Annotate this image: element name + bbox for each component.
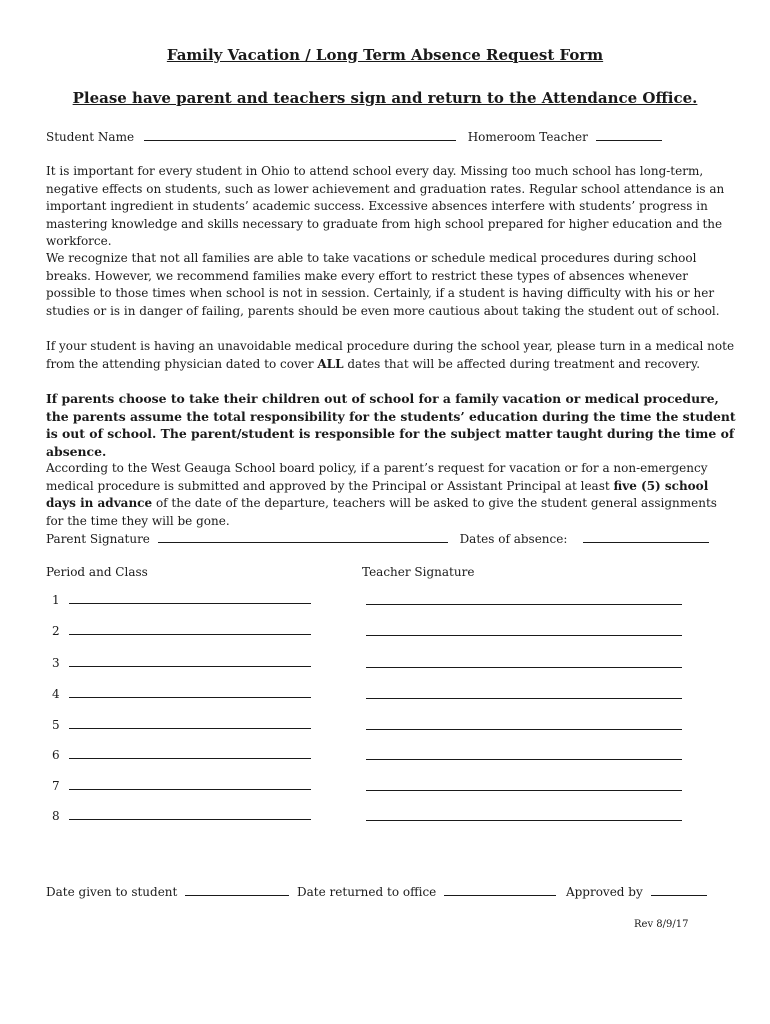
- teacher-signature-field[interactable]: [366, 603, 682, 605]
- period-row: [52, 746, 311, 762]
- period-row: [52, 654, 311, 670]
- period-row: [52, 807, 311, 823]
- period-class-field[interactable]: [69, 685, 311, 698]
- policy-paragraph: [46, 460, 736, 530]
- teacher-signature-field[interactable]: [366, 728, 682, 730]
- period-class-field[interactable]: [69, 654, 311, 667]
- period-number: 5: [52, 718, 60, 732]
- approved-by-field[interactable]: [651, 883, 707, 896]
- period-number: 3: [52, 656, 60, 670]
- dates-of-absence-field[interactable]: [583, 530, 709, 543]
- student-info-row: [46, 128, 662, 144]
- period-number: 2: [52, 624, 60, 638]
- homeroom-teacher-label: Homeroom Teacher: [467, 130, 588, 144]
- period-class-field[interactable]: [69, 746, 311, 759]
- parent-signature-field[interactable]: [158, 530, 448, 543]
- recognize-paragraph: We recognize that not all families are able to take vacations or schedule medical procedures during school breaks. However, we recommend families make every effort to restrict these types of absences whenever possible to those times when school is not in session. Certainly, if a student is having difficulty with his or her studies or is in danger of failing, parents should be even more cautious about taking the student out of school.: [46, 251, 720, 318]
- period-class-field[interactable]: [69, 591, 311, 604]
- student-name-label: Student Name: [46, 130, 135, 144]
- office-use-row: [46, 883, 707, 899]
- date-returned-label: Date returned to office: [297, 885, 437, 899]
- dates-of-absence-label: Dates of absence:: [459, 532, 568, 546]
- medical-note-text: If your student is having an unavoidable medical procedure during the school year, please turn in a medical note from the attending physician dated to cover: [46, 339, 735, 371]
- form-subtitle: Please have parent and teachers sign and return to the Attendance Office.: [72, 89, 698, 107]
- policy-emphasis: five (5) school days in advance: [46, 478, 709, 511]
- period-class-field[interactable]: [69, 807, 311, 820]
- period-row: [52, 591, 311, 607]
- parent-signature-label: Parent Signature: [46, 532, 150, 546]
- revision-date: Rev 8/9/17: [634, 919, 689, 930]
- period-row: [52, 685, 311, 701]
- teacher-signature-field[interactable]: [366, 758, 682, 760]
- form-title: Family Vacation / Long Term Absence Request Form: [166, 46, 604, 64]
- date-given-label: Date given to student: [46, 885, 178, 899]
- period-row: [52, 716, 311, 732]
- teacher-signature-field[interactable]: [366, 634, 682, 636]
- teacher-signature-field[interactable]: [366, 697, 682, 699]
- medical-note-text-end: dates that will be affected during treatment and recovery.: [343, 356, 701, 371]
- policy-text: According to the West Geauga School board policy, if a parent’s request for vacation or for a non-emergency medical procedure is submitted and approved by the Principal or Assistant Principal at least: [46, 461, 708, 493]
- medical-note-paragraph: [46, 338, 736, 373]
- teacher-signature-field[interactable]: [366, 819, 682, 821]
- teacher-signature-field[interactable]: [366, 666, 682, 668]
- period-number: 1: [52, 593, 60, 607]
- parent-signature-row: [46, 530, 709, 546]
- period-row: [52, 622, 311, 638]
- period-number: 8: [52, 809, 60, 823]
- teacher-signature-field[interactable]: [366, 789, 682, 791]
- policy-text-end: of the date of the departure, teachers will be asked to give the student general assignments for the time they will be gone.: [46, 496, 717, 528]
- approved-by-label: Approved by: [565, 885, 643, 899]
- period-number: 7: [52, 779, 60, 793]
- teacher-signature-header: Teacher Signature: [362, 565, 475, 579]
- period-number: 4: [52, 687, 60, 701]
- date-returned-field[interactable]: [444, 883, 556, 896]
- date-given-field[interactable]: [185, 883, 289, 896]
- period-class-header: Period and Class: [46, 565, 148, 579]
- student-name-field[interactable]: [144, 128, 456, 141]
- period-number: 6: [52, 748, 60, 762]
- medical-note-emphasis: ALL: [317, 356, 344, 371]
- homeroom-teacher-field[interactable]: [596, 128, 662, 141]
- period-class-field[interactable]: [69, 622, 311, 635]
- period-row: [52, 777, 311, 793]
- period-class-field[interactable]: [69, 716, 311, 729]
- responsibility-paragraph: If parents choose to take their children out of school for a family vacation or medical procedure, the parents assume the total responsibility for the students’ education during the time the student is out of school. The parent/student is responsible for the subject matter taught during the time of absence.: [46, 391, 736, 459]
- intro-paragraph: It is important for every student in Ohio to attend school every day. Missing too much school has long-term, negative effects on students, such as lower achievement and graduation rates. Regular school attendance is an important ingredient in students’ academic success. Excessive absences interfere with students’ progress in mastering knowledge and skills necessary to graduate from high school prepared for higher education and the workforce.: [46, 164, 725, 249]
- period-class-field[interactable]: [69, 777, 311, 790]
